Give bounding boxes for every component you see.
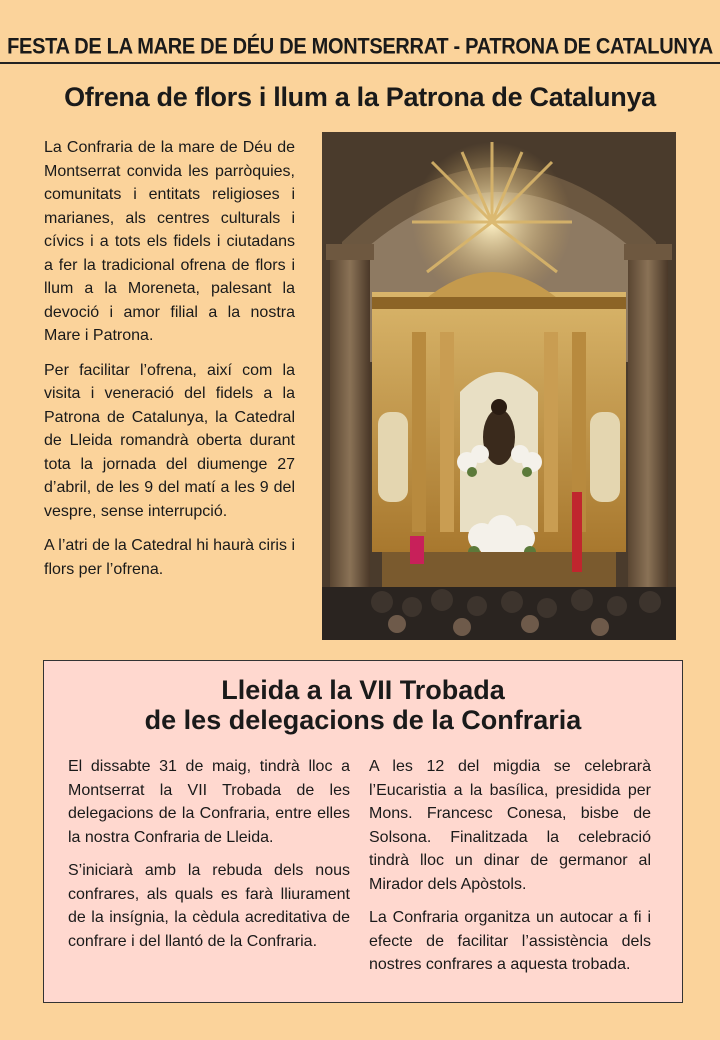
event-box-title bbox=[44, 675, 682, 735]
event-box bbox=[43, 660, 683, 1003]
article-title: Ofrena de flors i llum a la Patrona de Catalunya bbox=[64, 82, 656, 112]
event-paragraph: S’iniciarà amb la rebuda dels nous confrares, als quals es farà lliurament de la insígnia, la cèdula acreditativa de confrare i del llantó de la Confraria. bbox=[68, 862, 350, 950]
event-box-title-line: de les delegacions de la Confraria bbox=[144, 705, 582, 735]
article-body bbox=[44, 136, 295, 592]
event-paragraph: El dissabte 31 de maig, tindrà lloc a Montserrat la VII Trobada de les delegacions de la Confraria, entre elles la nostra Confraria de Lleida. bbox=[68, 758, 350, 846]
header-title: FESTA DE LA MARE DE DÉU DE MONTSERRAT - PATRONA DE CATALUNYA bbox=[7, 34, 713, 60]
event-paragraph: La Confraria organitza un autocar a fi i efecte de facilitar l’assistència dels nostres confrares a aquesta trobada. bbox=[369, 909, 651, 973]
event-box-title-line: Lleida a la VII Trobada bbox=[221, 675, 505, 705]
article-paragraph: La Confraria de la mare de Déu de Montserrat convida les parròquies, comunitats i entitats religioses i marianes, als centres culturals i cívics i a tots els fidels i ciutadans a fer la tradicional ofrena de flors i llum a la Moreneta, palesant la devoció i amor filial a la nostra Mare i Patrona. bbox=[44, 139, 295, 344]
page-header bbox=[0, 0, 720, 64]
event-box-right-column bbox=[369, 755, 651, 987]
event-box-left-column bbox=[68, 755, 350, 963]
altarpiece-photo bbox=[322, 132, 676, 640]
article-paragraph: Per facilitar l’ofrena, així com la visita i veneració del fidels a la Patrona de Catalunya, la Catedral de Lleida romandrà oberta durant tota la jornada del diumenge 27 d’abril, de les 9 del matí a les 9 del vespre, sense interrupció. bbox=[44, 361, 295, 520]
altarpiece-illustration bbox=[322, 132, 676, 640]
event-paragraph: A les 12 del migdia se celebrarà l’Eucaristia a la basílica, presidida per Mons. Francesc Conesa, bisbe de Solsona. Finalitzada la celebració tindrà lloc un dinar de germanor al Mirador dels Apòstols. bbox=[369, 758, 651, 893]
article-paragraph: A l’atri de la Catedral hi haurà ciris i flors per l’ofrena. bbox=[44, 537, 295, 578]
